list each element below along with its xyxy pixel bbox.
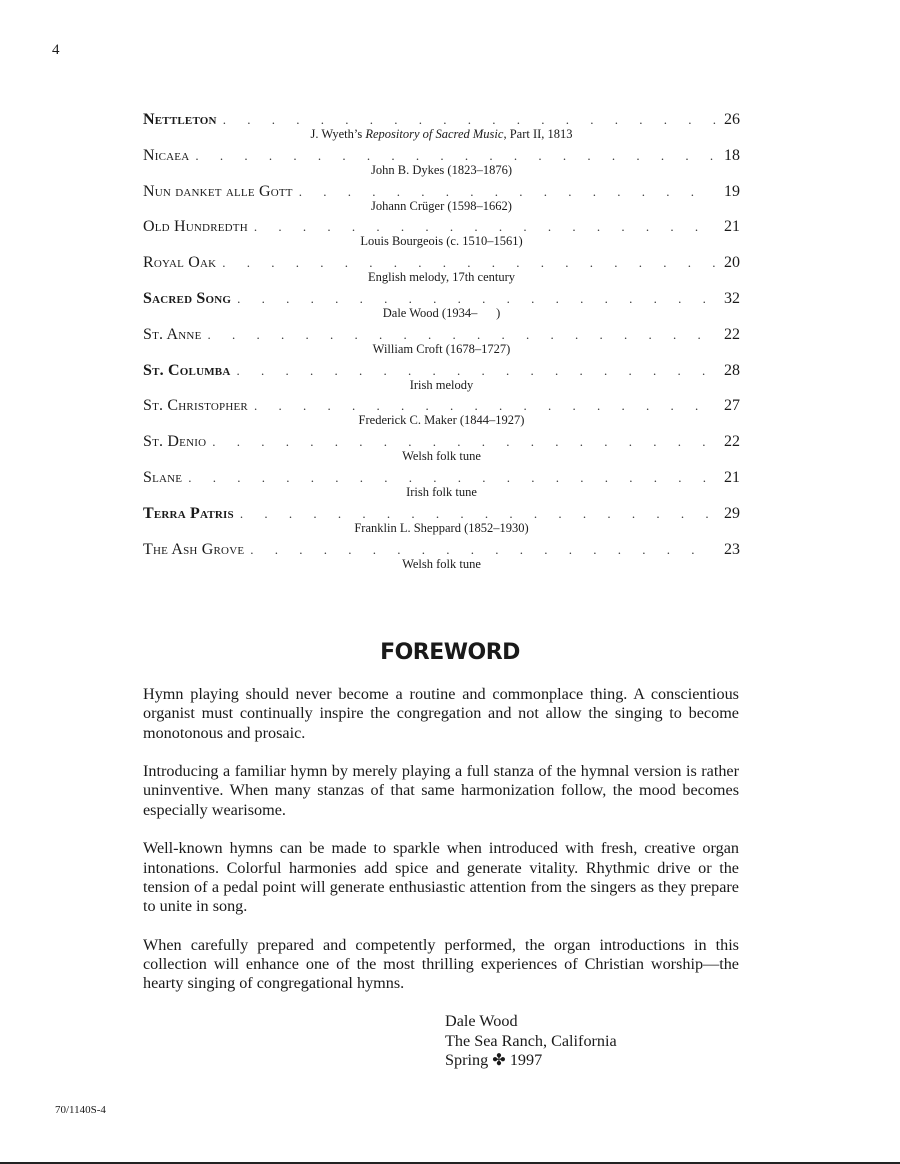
tune-name: Old Hundredth [143,218,248,236]
page-ref: 18 [724,146,740,164]
page-ref: 19 [724,182,740,200]
tune-source: Louis Bourgeois (c. 1510–1561) [360,234,523,249]
tune-source: Franklin L. Sheppard (1852–1930) [354,520,529,535]
tune-name: Nicaea [143,146,190,164]
page-ref: 32 [724,289,740,307]
tune-source: Dale Wood (1934– ) [382,305,501,320]
index-entry [143,432,740,468]
page-ref: 28 [724,361,740,379]
tune-name: St. Denio [143,433,207,451]
tune-source: Frederick C. Maker (1844–1927) [358,413,525,428]
tune-name: Royal Oak [143,254,217,272]
leader-dots [250,540,716,560]
tune-name: The Ash Grove [143,540,245,558]
index-entry [143,468,740,504]
tune-name: Slane [143,468,183,486]
page-ref: 22 [724,433,740,451]
index-entry [143,253,740,289]
tune-source: Welsh folk tune [402,449,481,464]
tune-name: St. Columba [143,361,231,379]
index-entry [143,182,740,218]
signature-block [445,1012,617,1071]
tune-name: Nettleton [143,111,217,128]
foreword-title: FOREWORD [380,640,520,665]
signature-date: Spring ✤ 1997 [445,1051,543,1069]
foreword-paragraph: Introducing a familiar hymn by merely playing a full stanza of the hymnal version is rather uninventive. When many stanzas of that same harmonization follow, the mood becomes especially wearisome. [143,762,739,819]
page-ref: 21 [724,468,740,486]
tune-index [143,110,740,575]
index-entry [143,396,740,432]
page-ref: 23 [724,540,740,558]
index-entry [143,540,740,576]
foreword-paragraph: When carefully prepared and competently performed, the organ introductions in this collection will enhance one of the most thrilling experiences of Christian worship—the hearty singing of congregational hymns. [143,935,739,993]
signature-place: The Sea Ranch, California [445,1031,617,1050]
tune-name: St. Christopher [143,397,248,415]
page-number: 4 [52,42,60,58]
tune-name: St. Anne [143,325,202,343]
tune-name: Nun danket alle Gott [143,182,293,200]
index-entry [143,110,740,146]
tune-name: Terra Patris [143,504,234,522]
signature-name: Dale Wood [445,1012,518,1030]
tune-source: John B. Dykes (1823–1876) [371,162,512,177]
tune-source: Irish melody [409,377,474,392]
index-entry [143,325,740,361]
tune-source: Johann Crüger (1598–1662) [371,198,512,213]
index-entry [143,504,740,540]
tune-source: English melody, 17th century [367,270,516,285]
foreword-paragraph: Well-known hymns can be made to sparkle when introduced with fresh, creative organ intonations. Colorful harmonies add spice and generate vitality. Rhythmic drive or the tension of a pedal point will generate enthusiastic attention from the singers as they prepare to unite in song. [143,839,739,916]
tune-source: Welsh folk tune [402,556,481,571]
tune-name: Sacred Song [143,289,232,307]
foreword-body [143,685,739,1013]
page-ref: 22 [724,325,740,343]
index-entry [143,217,740,253]
page-ref: 27 [724,397,740,415]
catalog-code: 70/1140S-4 [55,1104,106,1116]
tune-source: Irish folk tune [406,484,477,499]
tune-source: William Croft (1678–1727) [372,341,511,356]
index-entry [143,361,740,397]
index-entry [143,146,740,182]
page-ref: 26 [724,111,740,128]
tune-source: J. Wyeth’s Repository of Sacred Music, Part II, 1813 [310,127,573,141]
index-entry [143,289,740,325]
leader-dots [237,361,717,381]
page-ref: 20 [724,254,740,272]
page-ref: 29 [724,504,740,522]
foreword-paragraph: Hymn playing should never become a routine and commonplace thing. A conscientious organist must continually inspire the congregation and not allow the singing to become monotonous and prosaic. [143,685,739,742]
page-ref: 21 [724,218,740,236]
